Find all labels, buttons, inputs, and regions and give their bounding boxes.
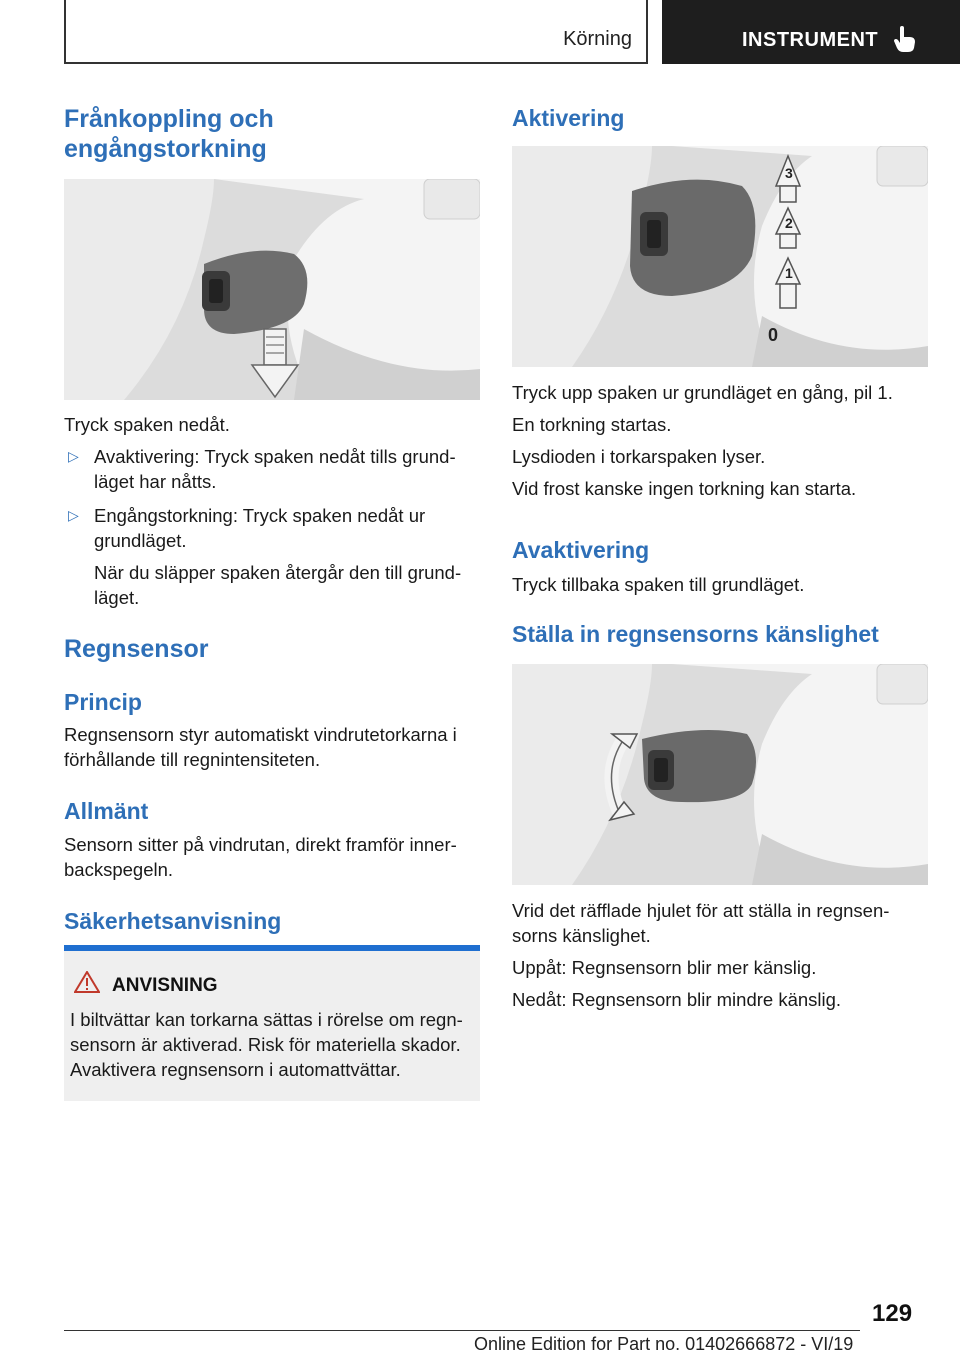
subsection-title-sensitivity: Ställa in regnsensorns känslighet [512, 621, 879, 647]
figure-label-3: 3 [785, 165, 793, 181]
release-text: När du släpper spaken återgår den till grund- läget. [94, 562, 462, 608]
sensitivity-text: Vrid det räfflade hjulet för att ställa in regnsen- sorns känslighet. [512, 900, 890, 946]
header-chapter-label: INSTRUMENT [742, 29, 879, 51]
notice-label: ANVISNING [112, 975, 218, 996]
triangle-bullet-icon: ▷ [68, 507, 79, 523]
activation-frost-text: Vid frost kanske ingen torkning kan starta. [512, 478, 857, 499]
notice-text: I biltvättar kan torkarna sättas i rörelse om regn- sensorn är aktiverad. Risk för materiella skador. Avaktivera regnsensorn i automattvättar. [70, 1009, 463, 1080]
warning-triangle-icon [74, 971, 100, 993]
section-title-disconnect: Frånkoppling och engångstorkning [64, 105, 274, 163]
notice-box [64, 951, 480, 1101]
sensitivity-up-text: Uppåt: Regnsensorn blir mer känslig. [512, 957, 817, 978]
intro-text: Tryck spaken nedåt. [64, 414, 230, 435]
subsection-title-principle: Princip [64, 689, 142, 715]
principle-text: Regnsensorn styr automatiskt vindrutetorkarna i förhållande till regnintensiteten. [64, 724, 457, 770]
general-text: Sensorn sitter på vindrutan, direkt framför inner- backspegeln. [64, 834, 457, 880]
header-section-label: Körning [563, 28, 632, 50]
subsection-title-deactivation: Avaktivering [512, 537, 650, 563]
figure-label-1: 1 [785, 265, 793, 281]
activation-led-text: Lysdioden i torkarspaken lyser. [512, 446, 766, 467]
bullet-single-wipe: ▷ Engångstorkning: Tryck spaken nedåt ur grundläget. [68, 505, 426, 551]
page-number: 129 [872, 1300, 913, 1327]
section-title-rain-sensor: Regnsensor [64, 635, 209, 663]
figure-label-2: 2 [785, 215, 793, 231]
deactivation-text: Tryck tillbaka spaken till grundläget. [512, 574, 805, 595]
figure-label-0: 0 [768, 325, 779, 345]
figure-sensitivity-wheel [512, 664, 928, 885]
figure-lever-down [64, 179, 480, 400]
triangle-bullet-icon: ▷ [68, 448, 79, 464]
activation-wipe-text: En torkning startas. [512, 414, 672, 435]
header-section-tab [64, 0, 648, 64]
subsection-title-safety: Säkerhetsanvisning [64, 908, 282, 934]
activation-step-text: Tryck upp spaken ur grundläget en gång, pil 1. [512, 382, 893, 403]
footer-edition-text: Online Edition for Part no. 01402666872 - VI/19 [474, 1334, 854, 1354]
subsection-title-general: Allmänt [64, 798, 149, 824]
sensitivity-down-text: Nedåt: Regnsensorn blir mindre känslig. [512, 989, 842, 1010]
hand-pointer-icon [894, 26, 916, 52]
footer-divider [64, 1330, 860, 1331]
header-chapter-tab [662, 0, 960, 64]
bullet-deactivation: ▷ Avaktivering: Tryck spaken nedåt tills grund- läget har nåtts. [68, 446, 456, 492]
figure-lever-positions [512, 146, 928, 367]
subsection-title-activation: Aktivering [512, 105, 625, 131]
